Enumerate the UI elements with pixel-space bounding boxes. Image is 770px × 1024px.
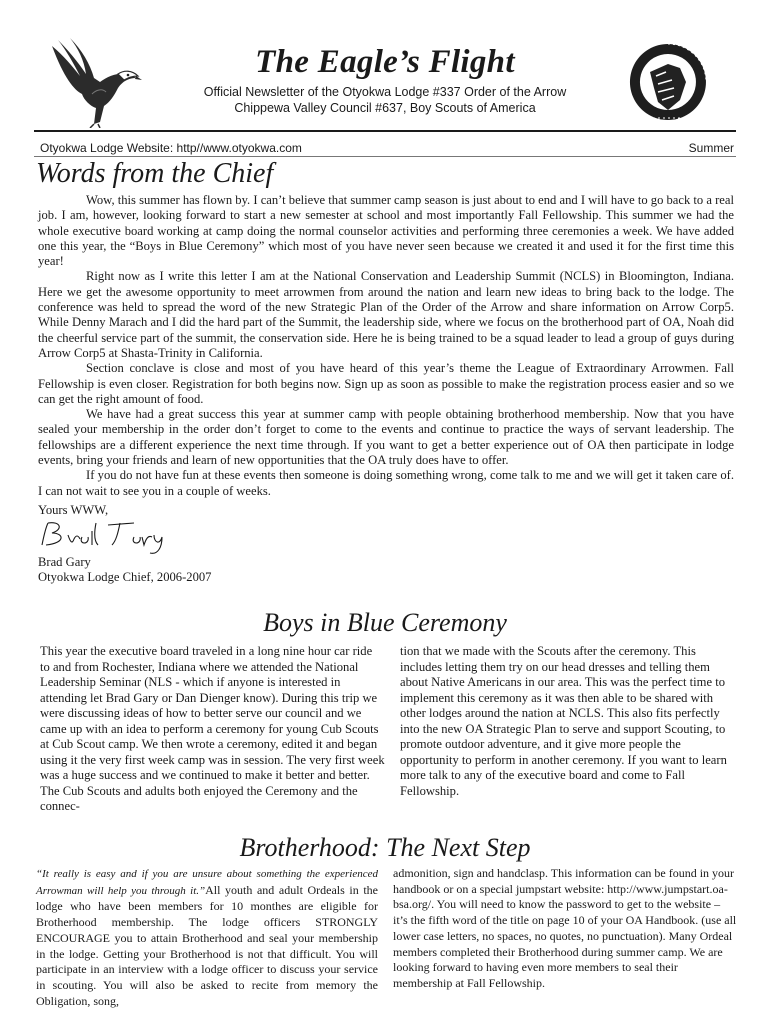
chief-paragraph: If you do not have fun at these events then someone is doing something wrong, come talk to me and we will get it taken care of. I can not wait to see you in a couple of weeks. xyxy=(38,468,734,498)
chief-name: Brad Gary xyxy=(38,555,91,569)
chief-article-heading: Words from the Chief xyxy=(36,158,274,189)
boys-article-column-left: This year the executive board traveled in a long nine hour car ride to and from Rochester, Indiana where we attended the National Leadership Seminar (NLS - which if anyone is interested in attending let Brad Gary or Dan Dienger know). During this trip we were discussing ideas of how to better serve our council and we came up with an idea to perform a ceremony for young Cub Scouts at Cub Scout camp. We then wrote a ceremony, edited it and began using it the very first week camp was in session. The very first week was a huge success and we continued to make it better and better. The Cub Scouts and adults both enjoyed the Ceremony and the connec- xyxy=(40,644,385,813)
website-link[interactable]: Otyokwa Lodge Website: http//www.otyokwa.com xyxy=(40,141,302,155)
letter-closing: Yours WWW, xyxy=(38,503,109,517)
newsletter-title: The Eagle’s Flight xyxy=(255,44,515,80)
chief-paragraph: We have had a great success this year at summer camp with people obtaining brotherhood membership. Now that you have sealed your membership in the order don’t forget to come to the events and continue to practice the ways of servant leadership. The fellowships are a different experience the next time through. If you want to get a better experience out of OA then participate in lodge events, bring your friends and learn of new opportunities that the OA truly does have to offer. xyxy=(38,407,734,468)
chief-article-body xyxy=(38,193,734,499)
brotherhood-article-column-right: admonition, sign and handclasp. This information can be found in your handbook or on a special jumpstart website: http://www.jumpstart.oa-bsa.org/. You will need to know the password to get to the website – it’s the fifth word of the title on page 10 of your OA Handbook. (use all lower case letters, no spaces, no quotes, no punctuation). Many Ordeal members completed their Brotherhood during summer camp. We are looking forward to having even more members to seal their membership at Fall Fellowship. xyxy=(393,866,737,990)
chief-paragraph: Section conclave is close and most of you have heard of this year’s theme the League of Extraordinary Arrowmen. Fall Fellowship is even closer. Registration for both begins now. Sign up as soon as possible to make the registration process easier and so we can get the right amount of food. xyxy=(38,361,734,406)
newsletter-subtitle-line1: Official Newsletter of the Otyokwa Lodge #337 Order of the Arrow xyxy=(203,85,567,99)
handwritten-signature xyxy=(38,517,168,557)
brotherhood-body-left: All youth and adult Ordeals in the lodge who have been members for 10 monthes are eligible for Brotherhood membership. The lodge officers STRONGLY ENCOURAGE you to attain Brotherhood and seal your membership in the lodge. Getting your Brotherhood is not that difficult. You will participate in an interview with a lodge officer to discuss your service in scouting. You will also be asked to recite from memory the Obligation, song, xyxy=(36,882,378,1008)
info-bar xyxy=(34,130,736,157)
issue-season: Summer xyxy=(688,141,734,155)
order-of-the-arrow-badge xyxy=(628,42,708,128)
brotherhood-quote: “It really is easy and if you are unsure about something the experienced Arrowman will help you through it.” xyxy=(36,868,378,897)
boys-article-heading: Boys in Blue Ceremony xyxy=(263,608,507,637)
boys-article-column-right: tion that we made with the Scouts after the ceremony. This includes letting them try on our head dresses and telling them about Native Americans in our area. This was the perfect time to implement this ceremony as it was then able to be shared with other lodges around the nation at NCLS. This also fits perfectly into the new OA Strategic Plan to serve and support Scouting, to promote outdoor adventure, and it give more people the opportunity to perform in another ceremony. If you want to learn more talk to any of the executive board and come to Fall Fellowship. xyxy=(400,644,727,798)
brotherhood-article-heading: Brotherhood: The Next Step xyxy=(239,833,531,862)
newsletter-subtitle-line2: Chippewa Valley Council #637, Boy Scouts of America xyxy=(234,101,536,115)
chief-paragraph: Wow, this summer has flown by. I can’t believe that summer camp season is just about to end and I will have to go back to a real job. I am, however, looking forward to start a new semester at school and most importantly Fall Fellowship. This summer we had the whole executive board working at camp doing the normal counselor activities and performing three ceremonies a week. We have added one this year, the “Boys in Blue Ceremony” which most of you have never seen because we created it and used it for the first time this year! xyxy=(38,193,734,269)
order-of-the-arrow-badge-icon xyxy=(628,42,708,128)
chief-paragraph: Right now as I write this letter I am at the National Conservation and Leadership Summit (NCLS) in Bloomington, Indiana. Here we get the awesome opportunity to meet arrowmen from around the nation and learn new ideas to bring back to the lodge. The conference was held to spread the word of the new Strategic Plan of the Order of the Arrow and share information on Arrow Corp5. While Denny Marach and I did the hard part of the Summit, the leadership side, where we focus on the brotherhood part of OA, Noah did the cheerful service part of the summit, the conservation side. Here he is being trained to be a squad leader to lead a group of guys during Arrow Corp5 at Shasta-Trinity in California. xyxy=(38,269,734,360)
brotherhood-article-column-left xyxy=(36,866,378,1009)
chief-title: Otyokwa Lodge Chief, 2006-2007 xyxy=(38,570,212,584)
